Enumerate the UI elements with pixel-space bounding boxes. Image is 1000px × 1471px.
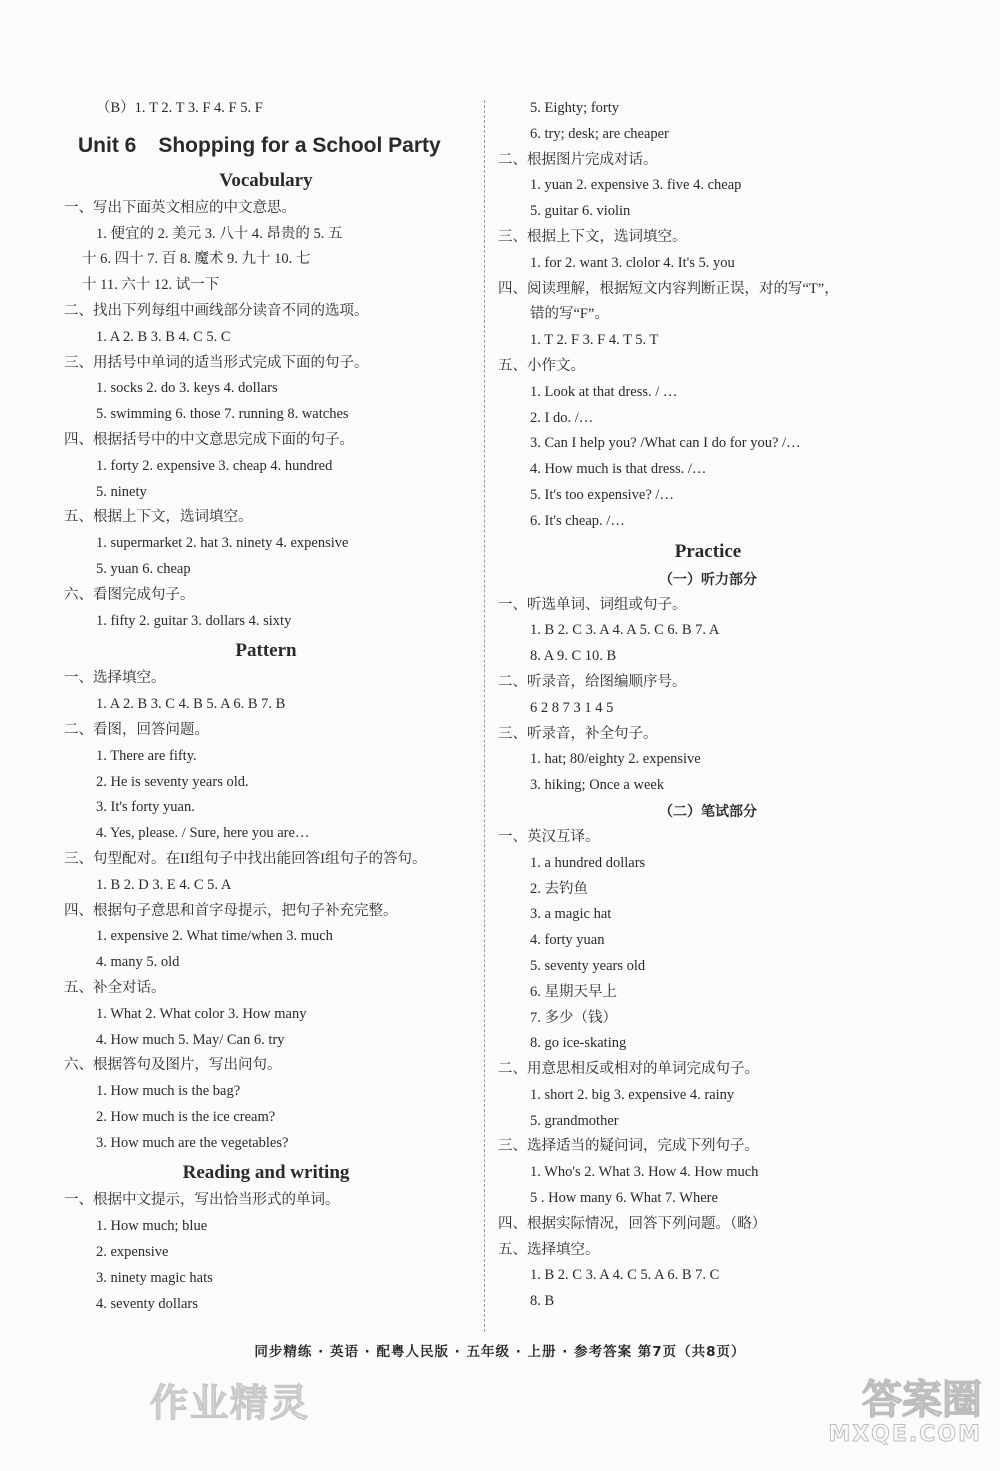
answer-line: 1. B 2. C 3. A 4. C 5. A 6. B 7. C xyxy=(530,1267,720,1284)
answer-line: 3. Can I help you? /What can I do for you? /… xyxy=(530,435,801,452)
answer-line: 5. It's too expensive? /… xyxy=(530,486,674,503)
section-heading: Practice xyxy=(674,540,742,562)
question-heading: 五、根据上下文，选词填空。 xyxy=(64,509,253,526)
answer-line: 5. yuan 6. cheap xyxy=(96,560,191,577)
answer-line: 6. try; desk; are cheaper xyxy=(530,125,669,142)
answer-line: 1. expensive 2. What time/when 3. much xyxy=(96,928,333,945)
answer-line: 6. It's cheap. /… xyxy=(530,512,625,529)
answer-line: 6. 星期天早上 xyxy=(530,983,617,1000)
question-heading: 五、小作文。 xyxy=(498,357,585,374)
answer-line: 6 2 8 7 3 1 4 5 xyxy=(530,699,614,716)
question-heading: 二、根据图片完成对话。 xyxy=(498,151,658,168)
answer-line: 3. a magic hat xyxy=(530,906,612,923)
answer-line: 1. What 2. What color 3. How many xyxy=(96,1005,307,1022)
subsection-heading: （一）听力部分 xyxy=(659,571,757,588)
answer-line: 3. ninety magic hats xyxy=(96,1269,213,1286)
answer-line: 4. How much 5. May/ Can 6. try xyxy=(96,1031,285,1048)
watermark-url: MXQE.COM xyxy=(828,1422,982,1447)
left-column xyxy=(64,96,468,1317)
answer-line: 5 . How many 6. What 7. Where xyxy=(530,1190,718,1207)
answer-line: 1. socks 2. do 3. keys 4. dollars xyxy=(96,380,278,397)
question-heading: 一、选择填空。 xyxy=(64,670,166,687)
right-column xyxy=(498,96,918,1315)
answer-line: 1. How much is the bag? xyxy=(96,1083,241,1100)
question-heading: 四、根据实际情况，回答下列问题。（略） xyxy=(498,1215,767,1232)
answer-line: 1. for 2. want 3. clolor 4. It's 5. you xyxy=(530,254,735,271)
answer-line: 2. expensive xyxy=(96,1244,169,1261)
answer-line: 4. many 5. old xyxy=(96,954,180,971)
question-heading: 错的写“F”。 xyxy=(530,306,609,323)
question-heading: 四、根据句子意思和首字母提示，把句子补充完整。 xyxy=(64,902,398,919)
answer-line: 1. fifty 2. guitar 3. dollars 4. sixty xyxy=(96,612,292,629)
section-heading: Pattern xyxy=(235,640,297,662)
unit-title xyxy=(78,128,468,164)
answer-line: 8. A 9. C 10. B xyxy=(530,648,617,665)
column-divider xyxy=(484,100,485,1332)
answer-line: 1. A 2. B 3. C 4. B 5. A 6. B 7. B xyxy=(96,696,286,713)
section-heading: Vocabulary xyxy=(219,169,313,191)
answer-line: 5. ninety xyxy=(96,483,147,500)
question-heading: 一、写出下面英文相应的中文意思。 xyxy=(64,199,296,216)
question-heading: 二、看图，回答问题。 xyxy=(64,721,209,738)
question-heading: 三、听录音，补全句子。 xyxy=(498,725,658,742)
answer-line: 1. T 2. F 3. F 4. T 5. T xyxy=(530,332,659,349)
answer-line: 1. B 2. C 3. A 4. A 5. C 6. B 7. A xyxy=(530,622,720,639)
answer-line: 3. How much are the vegetables? xyxy=(96,1134,289,1151)
answer-line: 4. seventy dollars xyxy=(96,1295,198,1312)
question-heading: 二、用意思相反或相对的单词完成句子。 xyxy=(498,1061,759,1078)
unit-number: Unit 6 xyxy=(78,133,137,157)
answer-line: 5. grandmother xyxy=(530,1112,619,1129)
answer-line: 5. seventy years old xyxy=(530,957,646,974)
answer-line: 8. B xyxy=(530,1293,555,1310)
answer-line: （B）1. T 2. T 3. F 4. F 5. F xyxy=(96,100,263,116)
answer-line: 1. There are fifty. xyxy=(96,747,197,764)
question-heading: 一、英汉互译。 xyxy=(498,828,600,845)
answer-line: 5. Eighty; forty xyxy=(530,100,620,116)
answer-line: 1. Look at that dress. / … xyxy=(530,383,678,400)
answer-line: 1. forty 2. expensive 3. cheap 4. hundred xyxy=(96,457,333,474)
watermark-right xyxy=(828,1378,982,1447)
answer-line: 1. short 2. big 3. expensive 4. rainy xyxy=(530,1086,735,1103)
answer-line: 1. Who's 2. What 3. How 4. How much xyxy=(530,1164,759,1181)
answer-line: 1. yuan 2. expensive 3. five 4. cheap xyxy=(530,177,742,194)
answer-line: 2. I do. /… xyxy=(530,409,594,426)
question-heading: 一、根据中文提示，写出恰当形式的单词。 xyxy=(64,1192,340,1209)
answer-line: 3. hiking; Once a week xyxy=(530,777,665,794)
question-heading: 二、找出下列每组中画线部分读音不同的选项。 xyxy=(64,302,369,319)
answer-line: 1. supermarket 2. hat 3. ninety 4. expensive xyxy=(96,535,349,552)
question-heading: 十 6. 四十 7. 百 8. 魔术 9. 九十 10. 七 xyxy=(82,251,311,268)
answer-line: 5. guitar 6. violin xyxy=(530,203,631,220)
answer-line: 1. How much; blue xyxy=(96,1218,208,1235)
answer-line: 4. forty yuan xyxy=(530,932,605,949)
question-heading: 一、听选单词、词组或句子。 xyxy=(498,596,687,613)
question-heading: 十 11. 六十 12. 试一下 xyxy=(82,277,220,294)
question-heading: 三、句型配对。在II组句子中找出能回答I组句子的答句。 xyxy=(64,850,427,867)
question-heading: 六、看图完成句子。 xyxy=(64,586,195,603)
subsection-heading: （二）笔试部分 xyxy=(659,803,757,820)
answer-line: 1. 便宜的 2. 美元 3. 八十 4. 昂贵的 5. 五 xyxy=(96,225,343,242)
answer-line: 1. B 2. D 3. E 4. C 5. A xyxy=(96,876,232,893)
answer-line: 4. How much is that dress. /… xyxy=(530,461,707,478)
answer-line: 7. 多少（钱） xyxy=(530,1009,617,1026)
answer-line: 1. a hundred dollars xyxy=(530,854,646,871)
watermark-left: 作业精灵 xyxy=(150,1381,311,1425)
answer-line: 4. Yes, please. / Sure, here you are… xyxy=(96,825,310,842)
question-heading: 五、选择填空。 xyxy=(498,1241,600,1258)
section-heading: Reading and writing xyxy=(182,1162,350,1184)
answer-line: 2. 去钓鱼 xyxy=(530,880,588,897)
answer-line: 2. How much is the ice cream? xyxy=(96,1108,276,1125)
unit-name: Shopping for a School Party xyxy=(158,133,441,157)
page-footer: 同步精练 · 英语 · 配粤人民版 · 五年级 · 上册 · 参考答案 第7页（共8页） xyxy=(254,1344,746,1360)
question-heading: 三、用括号中单词的适当形式完成下面的句子。 xyxy=(64,354,369,371)
question-heading: 二、听录音，给图编顺序号。 xyxy=(498,673,687,690)
answer-line: 5. swimming 6. those 7. running 8. watches xyxy=(96,406,349,423)
answer-line: 8. go ice-skating xyxy=(530,1035,627,1052)
answer-line: 3. It's forty yuan. xyxy=(96,799,195,816)
question-heading: 三、根据上下文，选词填空。 xyxy=(498,228,687,245)
watermark-logo-text: 答案圈 xyxy=(862,1377,982,1423)
question-heading: 六、根据答句及图片，写出问句。 xyxy=(64,1057,282,1074)
answer-line: 1. hat; 80/eighty 2. expensive xyxy=(530,751,701,768)
question-heading: 五、补全对话。 xyxy=(64,979,166,996)
answer-line: 2. He is seventy years old. xyxy=(96,773,249,790)
question-heading: 四、根据括号中的中文意思完成下面的句子。 xyxy=(64,431,354,448)
question-heading: 四、阅读理解，根据短文内容判断正误，对的写“T”， xyxy=(498,280,839,297)
question-heading: 三、选择适当的疑问词，完成下列句子。 xyxy=(498,1138,759,1155)
answer-line: 1. A 2. B 3. B 4. C 5. C xyxy=(96,328,231,345)
